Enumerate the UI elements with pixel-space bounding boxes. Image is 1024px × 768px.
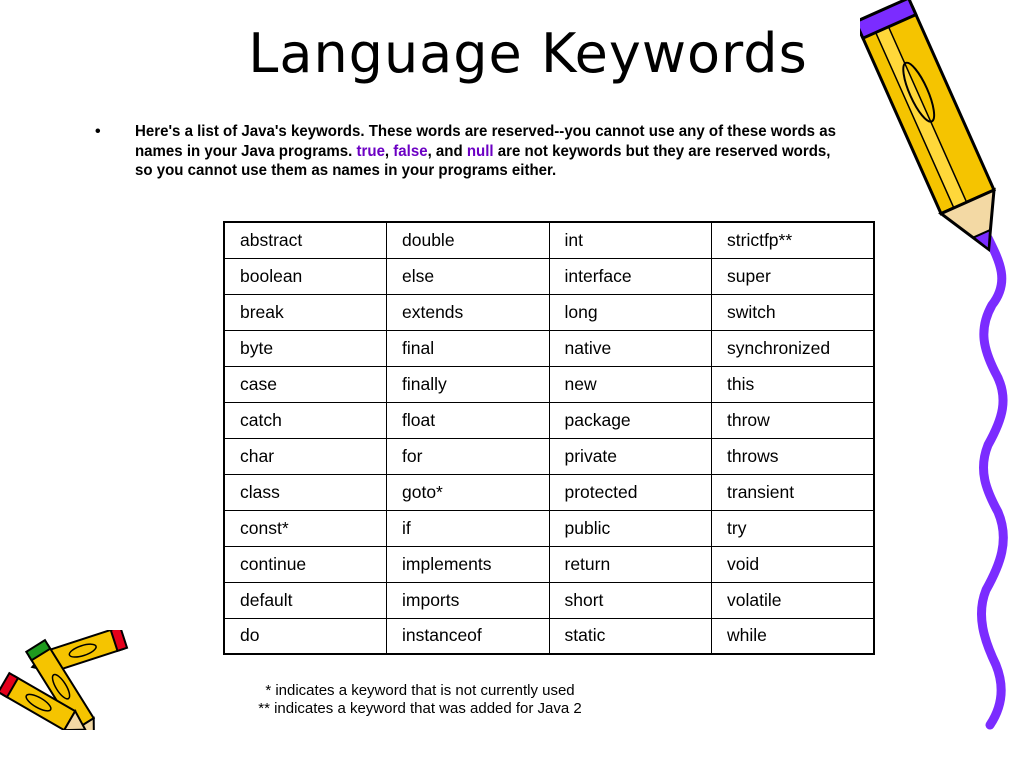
keyword-cell: break (224, 294, 387, 330)
keyword-row (224, 438, 874, 474)
keyword-cell: int (549, 222, 712, 258)
intro-text-part-2: are not keywords but they are reserved words, so you cannot use them as names in your programs either. (135, 142, 831, 179)
keyword-cell: native (549, 330, 712, 366)
keyword-row (224, 222, 874, 258)
keyword-cell: abstract (224, 222, 387, 258)
keyword-cell: continue (224, 546, 387, 582)
keywords-table-body (224, 222, 874, 654)
keyword-cell: throws (712, 438, 875, 474)
keyword-row (224, 618, 874, 654)
keyword-cell: double (387, 222, 550, 258)
keyword-cell: private (549, 438, 712, 474)
footnotes (200, 682, 640, 718)
keyword-cell: byte (224, 330, 387, 366)
keyword-cell: char (224, 438, 387, 474)
keyword-cell: interface (549, 258, 712, 294)
keyword-cell: finally (387, 366, 550, 402)
keyword-cell: final (387, 330, 550, 366)
keyword-cell: throw (712, 402, 875, 438)
intro-text-part-1: Here's a list of Java's keywords. These words are reserved--you cannot use any of these words as names in your Java programs. (135, 123, 836, 160)
keyword-cell: for (387, 438, 550, 474)
keyword-cell: catch (224, 402, 387, 438)
keyword-cell: transient (712, 474, 875, 510)
keyword-cell: boolean (224, 258, 387, 294)
keyword-cell: short (549, 582, 712, 618)
keyword-cell: if (387, 510, 550, 546)
keyword-cell: extends (387, 294, 550, 330)
pencil-body (860, 0, 1015, 261)
keyword-cell: case (224, 366, 387, 402)
intro-paragraph (95, 122, 885, 181)
keyword-cell: void (712, 546, 875, 582)
squiggle-line (981, 238, 1003, 725)
intro-separator-1: , (384, 142, 394, 160)
keyword-cell: class (224, 474, 387, 510)
keyword-row (224, 366, 874, 402)
keyword-cell: static (549, 618, 712, 654)
keyword-cell: package (549, 402, 712, 438)
keyword-false: false (393, 142, 428, 160)
intro-text (135, 122, 840, 181)
keyword-cell: goto* (387, 474, 550, 510)
keywords-table (223, 221, 875, 655)
keyword-cell: long (549, 294, 712, 330)
crossed-pencils-icon (0, 630, 135, 730)
footnote-java2: ** indicates a keyword that was added for Java 2 (258, 700, 582, 717)
keyword-cell: implements (387, 546, 550, 582)
footnote-not-used: * indicates a keyword that is not currently used (265, 682, 575, 699)
keyword-cell: public (549, 510, 712, 546)
keyword-row (224, 510, 874, 546)
keyword-cell: volatile (712, 582, 875, 618)
keyword-cell: strictfp** (712, 222, 875, 258)
keyword-cell: const* (224, 510, 387, 546)
keyword-cell: synchronized (712, 330, 875, 366)
keyword-cell: else (387, 258, 550, 294)
keyword-cell: try (712, 510, 875, 546)
keyword-cell: instanceof (387, 618, 550, 654)
keyword-cell: protected (549, 474, 712, 510)
keyword-row (224, 474, 874, 510)
keyword-true: true (356, 142, 385, 160)
keyword-row (224, 258, 874, 294)
keyword-cell: switch (712, 294, 875, 330)
keyword-cell: default (224, 582, 387, 618)
keyword-cell: while (712, 618, 875, 654)
keyword-cell: return (549, 546, 712, 582)
keyword-row (224, 330, 874, 366)
keyword-row (224, 294, 874, 330)
intro-separator-2: , and (427, 142, 467, 160)
keyword-row (224, 402, 874, 438)
pencil-with-squiggle-icon (860, 0, 1024, 730)
bullet-icon: • (95, 123, 101, 140)
keyword-cell: new (549, 366, 712, 402)
keyword-cell: do (224, 618, 387, 654)
keyword-cell: imports (387, 582, 550, 618)
keyword-cell: this (712, 366, 875, 402)
keyword-row (224, 546, 874, 582)
keyword-row (224, 582, 874, 618)
keyword-null: null (466, 142, 494, 160)
slide-title: Language Keywords (248, 22, 808, 85)
keyword-cell: super (712, 258, 875, 294)
keyword-cell: float (387, 402, 550, 438)
